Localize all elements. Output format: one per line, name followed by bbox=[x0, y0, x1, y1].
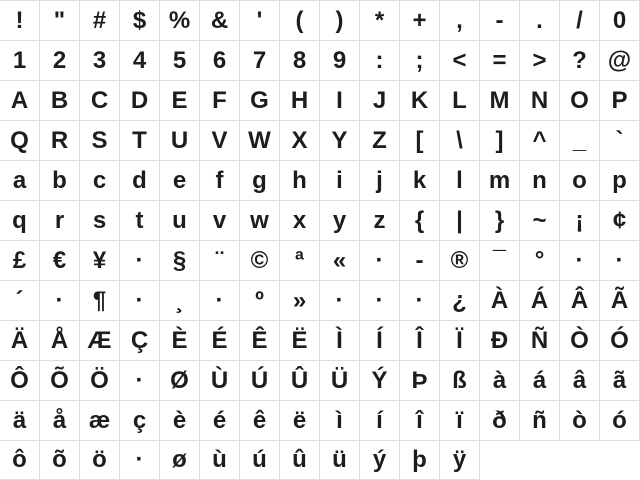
glyph-cell[interactable]: a bbox=[0, 161, 40, 200]
glyph-cell[interactable]: ` bbox=[600, 121, 640, 160]
glyph-cell[interactable]: Ý bbox=[360, 361, 400, 400]
glyph-cell[interactable]: j bbox=[360, 161, 400, 200]
glyph-cell[interactable]: Û bbox=[280, 361, 320, 400]
glyph-cell[interactable]: & bbox=[200, 1, 240, 40]
glyph-cell[interactable]: + bbox=[400, 1, 440, 40]
glyph-cell[interactable]: r bbox=[40, 201, 80, 240]
glyph-cell[interactable]: É bbox=[200, 321, 240, 360]
glyph-cell[interactable]: ö bbox=[80, 441, 120, 480]
glyph-cell[interactable]: M bbox=[480, 81, 520, 120]
glyph-cell[interactable]: * bbox=[360, 1, 400, 40]
glyph-cell[interactable]: Ü bbox=[320, 361, 360, 400]
glyph-cell[interactable]: < bbox=[440, 41, 480, 80]
glyph-cell[interactable]: õ bbox=[40, 441, 80, 480]
glyph-cell[interactable]: f bbox=[200, 161, 240, 200]
glyph-cell[interactable]: · bbox=[360, 241, 400, 280]
glyph-cell[interactable]: ã bbox=[600, 361, 640, 400]
glyph-cell[interactable]: Ç bbox=[120, 321, 160, 360]
glyph-cell[interactable]: n bbox=[520, 161, 560, 200]
glyph-cell[interactable]: b bbox=[40, 161, 80, 200]
glyph-cell[interactable]: " bbox=[40, 1, 80, 40]
glyph-cell[interactable]: Ú bbox=[240, 361, 280, 400]
glyph-cell[interactable]: ì bbox=[320, 401, 360, 440]
glyph-cell[interactable]: F bbox=[200, 81, 240, 120]
glyph-cell[interactable]: O bbox=[560, 81, 600, 120]
glyph-cell[interactable]: á bbox=[520, 361, 560, 400]
glyph-cell[interactable]: / bbox=[560, 1, 600, 40]
glyph-cell[interactable]: Ï bbox=[440, 321, 480, 360]
glyph-cell[interactable]: A bbox=[0, 81, 40, 120]
glyph-cell[interactable]: Å bbox=[40, 321, 80, 360]
glyph-cell[interactable]: 4 bbox=[120, 41, 160, 80]
glyph-cell[interactable]: E bbox=[160, 81, 200, 120]
glyph-cell[interactable]: ( bbox=[280, 1, 320, 40]
glyph-cell[interactable]: Þ bbox=[400, 361, 440, 400]
glyph-cell[interactable]: W bbox=[240, 121, 280, 160]
glyph-cell[interactable]: · bbox=[120, 281, 160, 320]
glyph-cell[interactable]: ô bbox=[0, 441, 40, 480]
glyph-cell[interactable]: Ö bbox=[80, 361, 120, 400]
glyph-cell[interactable]: v bbox=[200, 201, 240, 240]
glyph-cell[interactable]: d bbox=[120, 161, 160, 200]
glyph-cell[interactable]: L bbox=[440, 81, 480, 120]
glyph-cell[interactable]: · bbox=[560, 241, 600, 280]
glyph-cell[interactable]: i bbox=[320, 161, 360, 200]
glyph-cell[interactable]: ä bbox=[0, 401, 40, 440]
glyph-cell[interactable]: ú bbox=[240, 441, 280, 480]
glyph-cell[interactable]: à bbox=[480, 361, 520, 400]
glyph-cell[interactable]: » bbox=[280, 281, 320, 320]
glyph-cell[interactable]: Î bbox=[400, 321, 440, 360]
glyph-cell[interactable]: ¯ bbox=[480, 241, 520, 280]
glyph-cell[interactable]: € bbox=[40, 241, 80, 280]
glyph-cell[interactable]: Ñ bbox=[520, 321, 560, 360]
glyph-cell[interactable]: m bbox=[480, 161, 520, 200]
glyph-cell[interactable]: ! bbox=[0, 1, 40, 40]
glyph-cell[interactable]: ë bbox=[280, 401, 320, 440]
glyph-cell[interactable]: ; bbox=[400, 41, 440, 80]
glyph-cell[interactable]: · bbox=[40, 281, 80, 320]
glyph-cell[interactable]: H bbox=[280, 81, 320, 120]
glyph-cell[interactable]: B bbox=[40, 81, 80, 120]
glyph-cell[interactable]: Í bbox=[360, 321, 400, 360]
glyph-cell[interactable]: : bbox=[360, 41, 400, 80]
glyph-cell[interactable]: · bbox=[600, 241, 640, 280]
glyph-cell[interactable]: X bbox=[280, 121, 320, 160]
glyph-cell[interactable]: Ø bbox=[160, 361, 200, 400]
glyph-cell[interactable]: ó bbox=[600, 401, 640, 440]
glyph-cell[interactable]: ° bbox=[520, 241, 560, 280]
glyph-cell[interactable]: z bbox=[360, 201, 400, 240]
glyph-cell[interactable]: Ê bbox=[240, 321, 280, 360]
glyph-cell[interactable]: N bbox=[520, 81, 560, 120]
glyph-cell[interactable]: = bbox=[480, 41, 520, 80]
glyph-cell[interactable]: S bbox=[80, 121, 120, 160]
glyph-cell[interactable]: é bbox=[200, 401, 240, 440]
glyph-cell[interactable]: R bbox=[40, 121, 80, 160]
glyph-cell[interactable]: 2 bbox=[40, 41, 80, 80]
glyph-cell[interactable]: ù bbox=[200, 441, 240, 480]
glyph-cell[interactable]: 8 bbox=[280, 41, 320, 80]
glyph-cell[interactable]: - bbox=[400, 241, 440, 280]
glyph-cell[interactable]: , bbox=[440, 1, 480, 40]
glyph-cell[interactable]: ß bbox=[440, 361, 480, 400]
glyph-row bbox=[0, 440, 640, 480]
glyph-cell[interactable]: · bbox=[120, 441, 160, 480]
glyph-cell[interactable]: Á bbox=[520, 281, 560, 320]
glyph-cell[interactable]: | bbox=[440, 201, 480, 240]
glyph-cell[interactable]: \ bbox=[440, 121, 480, 160]
glyph-cell[interactable]: 9 bbox=[320, 41, 360, 80]
glyph-cell[interactable]: x bbox=[280, 201, 320, 240]
glyph-cell[interactable]: 5 bbox=[160, 41, 200, 80]
glyph-cell[interactable]: P bbox=[600, 81, 640, 120]
glyph-cell[interactable]: ÿ bbox=[440, 441, 480, 480]
glyph-row bbox=[0, 0, 640, 40]
glyph-cell[interactable]: ¨ bbox=[200, 241, 240, 280]
glyph-cell[interactable]: Õ bbox=[40, 361, 80, 400]
glyph-cell[interactable]: ª bbox=[280, 241, 320, 280]
glyph-cell[interactable]: 3 bbox=[80, 41, 120, 80]
glyph-cell[interactable]: u bbox=[160, 201, 200, 240]
glyph-cell[interactable]: £ bbox=[0, 241, 40, 280]
glyph-cell[interactable]: ð bbox=[480, 401, 520, 440]
glyph-cell[interactable]: · bbox=[200, 281, 240, 320]
glyph-cell[interactable]: ¶ bbox=[80, 281, 120, 320]
glyph-cell[interactable]: ¢ bbox=[600, 201, 640, 240]
glyph-cell[interactable]: ~ bbox=[520, 201, 560, 240]
glyph-cell[interactable]: Ë bbox=[280, 321, 320, 360]
glyph-cell[interactable]: Â bbox=[560, 281, 600, 320]
glyph-cell[interactable]: Ò bbox=[560, 321, 600, 360]
glyph-cell[interactable]: ò bbox=[560, 401, 600, 440]
glyph-cell[interactable]: î bbox=[400, 401, 440, 440]
glyph-cell[interactable]: ® bbox=[440, 241, 480, 280]
glyph-cell[interactable]: È bbox=[160, 321, 200, 360]
glyph-cell[interactable]: y bbox=[320, 201, 360, 240]
glyph-cell[interactable]: D bbox=[120, 81, 160, 120]
glyph-cell[interactable]: ñ bbox=[520, 401, 560, 440]
glyph-cell[interactable]: s bbox=[80, 201, 120, 240]
glyph-cell[interactable]: å bbox=[40, 401, 80, 440]
glyph-cell[interactable]: Ð bbox=[480, 321, 520, 360]
glyph-cell[interactable]: ¡ bbox=[560, 201, 600, 240]
glyph-cell[interactable]: ¿ bbox=[440, 281, 480, 320]
glyph-cell[interactable]: C bbox=[80, 81, 120, 120]
glyph-cell[interactable]: 1 bbox=[0, 41, 40, 80]
glyph-cell[interactable]: Y bbox=[320, 121, 360, 160]
glyph-cell[interactable]: { bbox=[400, 201, 440, 240]
glyph-cell[interactable]: © bbox=[240, 241, 280, 280]
glyph-cell[interactable]: } bbox=[480, 201, 520, 240]
glyph-row bbox=[0, 360, 640, 400]
glyph-cell[interactable]: « bbox=[320, 241, 360, 280]
glyph-cell[interactable]: g bbox=[240, 161, 280, 200]
glyph-cell[interactable]: í bbox=[360, 401, 400, 440]
glyph-cell[interactable]: ¸ bbox=[160, 281, 200, 320]
glyph-cell[interactable]: Z bbox=[360, 121, 400, 160]
glyph-cell[interactable]: ï bbox=[440, 401, 480, 440]
glyph-cell[interactable]: h bbox=[280, 161, 320, 200]
glyph-cell[interactable]: Ó bbox=[600, 321, 640, 360]
glyph-cell[interactable]: p bbox=[600, 161, 640, 200]
glyph-row bbox=[0, 280, 640, 320]
glyph-cell[interactable]: _ bbox=[560, 121, 600, 160]
glyph-cell[interactable]: · bbox=[320, 281, 360, 320]
glyph-cell[interactable]: À bbox=[480, 281, 520, 320]
glyph-cell[interactable]: t bbox=[120, 201, 160, 240]
glyph-cell[interactable]: V bbox=[200, 121, 240, 160]
glyph-cell[interactable]: · bbox=[120, 241, 160, 280]
glyph-cell[interactable]: ´ bbox=[0, 281, 40, 320]
glyph-cell[interactable]: J bbox=[360, 81, 400, 120]
glyph-cell[interactable]: Q bbox=[0, 121, 40, 160]
glyph-cell[interactable]: I bbox=[320, 81, 360, 120]
glyph-cell[interactable]: 7 bbox=[240, 41, 280, 80]
glyph-cell[interactable]: K bbox=[400, 81, 440, 120]
glyph-cell[interactable]: ê bbox=[240, 401, 280, 440]
glyph-cell[interactable]: q bbox=[0, 201, 40, 240]
glyph-cell[interactable]: Ì bbox=[320, 321, 360, 360]
glyph-cell[interactable]: l bbox=[440, 161, 480, 200]
glyph-cell[interactable]: æ bbox=[80, 401, 120, 440]
glyph-row bbox=[0, 320, 640, 360]
glyph-cell[interactable]: - bbox=[480, 1, 520, 40]
glyph-cell[interactable]: · bbox=[400, 281, 440, 320]
glyph-cell[interactable]: û bbox=[280, 441, 320, 480]
glyph-cell[interactable]: k bbox=[400, 161, 440, 200]
glyph-cell[interactable]: ^ bbox=[520, 121, 560, 160]
glyph-cell[interactable]: Ô bbox=[0, 361, 40, 400]
glyph-cell[interactable]: ý bbox=[360, 441, 400, 480]
glyph-cell[interactable]: @ bbox=[600, 41, 640, 80]
glyph-cell[interactable]: · bbox=[120, 361, 160, 400]
glyph-cell[interactable]: ' bbox=[240, 1, 280, 40]
glyph-row bbox=[0, 160, 640, 200]
glyph-cell[interactable]: § bbox=[160, 241, 200, 280]
glyph-cell[interactable]: º bbox=[240, 281, 280, 320]
glyph-cell[interactable]: ] bbox=[480, 121, 520, 160]
glyph-row bbox=[0, 200, 640, 240]
glyph-cell[interactable]: c bbox=[80, 161, 120, 200]
glyph-cell[interactable]: > bbox=[520, 41, 560, 80]
glyph-row bbox=[0, 240, 640, 280]
glyph-cell[interactable]: Ã bbox=[600, 281, 640, 320]
glyph-cell[interactable]: U bbox=[160, 121, 200, 160]
glyph-cell[interactable]: 6 bbox=[200, 41, 240, 80]
glyph-cell[interactable]: e bbox=[160, 161, 200, 200]
glyph-cell[interactable]: · bbox=[360, 281, 400, 320]
glyph-cell[interactable]: ) bbox=[320, 1, 360, 40]
glyph-cell[interactable]: G bbox=[240, 81, 280, 120]
glyph-row bbox=[0, 80, 640, 120]
glyph-cell[interactable]: $ bbox=[120, 1, 160, 40]
glyph-cell[interactable]: . bbox=[520, 1, 560, 40]
glyph-cell[interactable]: o bbox=[560, 161, 600, 200]
glyph-cell[interactable]: Æ bbox=[80, 321, 120, 360]
glyph-row bbox=[0, 120, 640, 160]
glyph-cell[interactable]: þ bbox=[400, 441, 440, 480]
glyph-cell[interactable]: w bbox=[240, 201, 280, 240]
glyph-cell[interactable]: % bbox=[160, 1, 200, 40]
glyph-cell[interactable]: â bbox=[560, 361, 600, 400]
glyph-cell[interactable]: 0 bbox=[600, 1, 640, 40]
glyph-cell[interactable]: ¥ bbox=[80, 241, 120, 280]
glyph-cell[interactable]: ç bbox=[120, 401, 160, 440]
glyph-cell[interactable]: [ bbox=[400, 121, 440, 160]
glyph-row bbox=[0, 400, 640, 440]
glyph-cell[interactable]: ? bbox=[560, 41, 600, 80]
glyph-cell[interactable]: ø bbox=[160, 441, 200, 480]
glyph-cell[interactable]: Ù bbox=[200, 361, 240, 400]
glyph-cell[interactable]: T bbox=[120, 121, 160, 160]
glyph-cell[interactable]: # bbox=[80, 1, 120, 40]
glyph-cell[interactable]: ü bbox=[320, 441, 360, 480]
glyph-cell[interactable]: è bbox=[160, 401, 200, 440]
glyph-cell[interactable]: Ä bbox=[0, 321, 40, 360]
glyph-row bbox=[0, 40, 640, 80]
